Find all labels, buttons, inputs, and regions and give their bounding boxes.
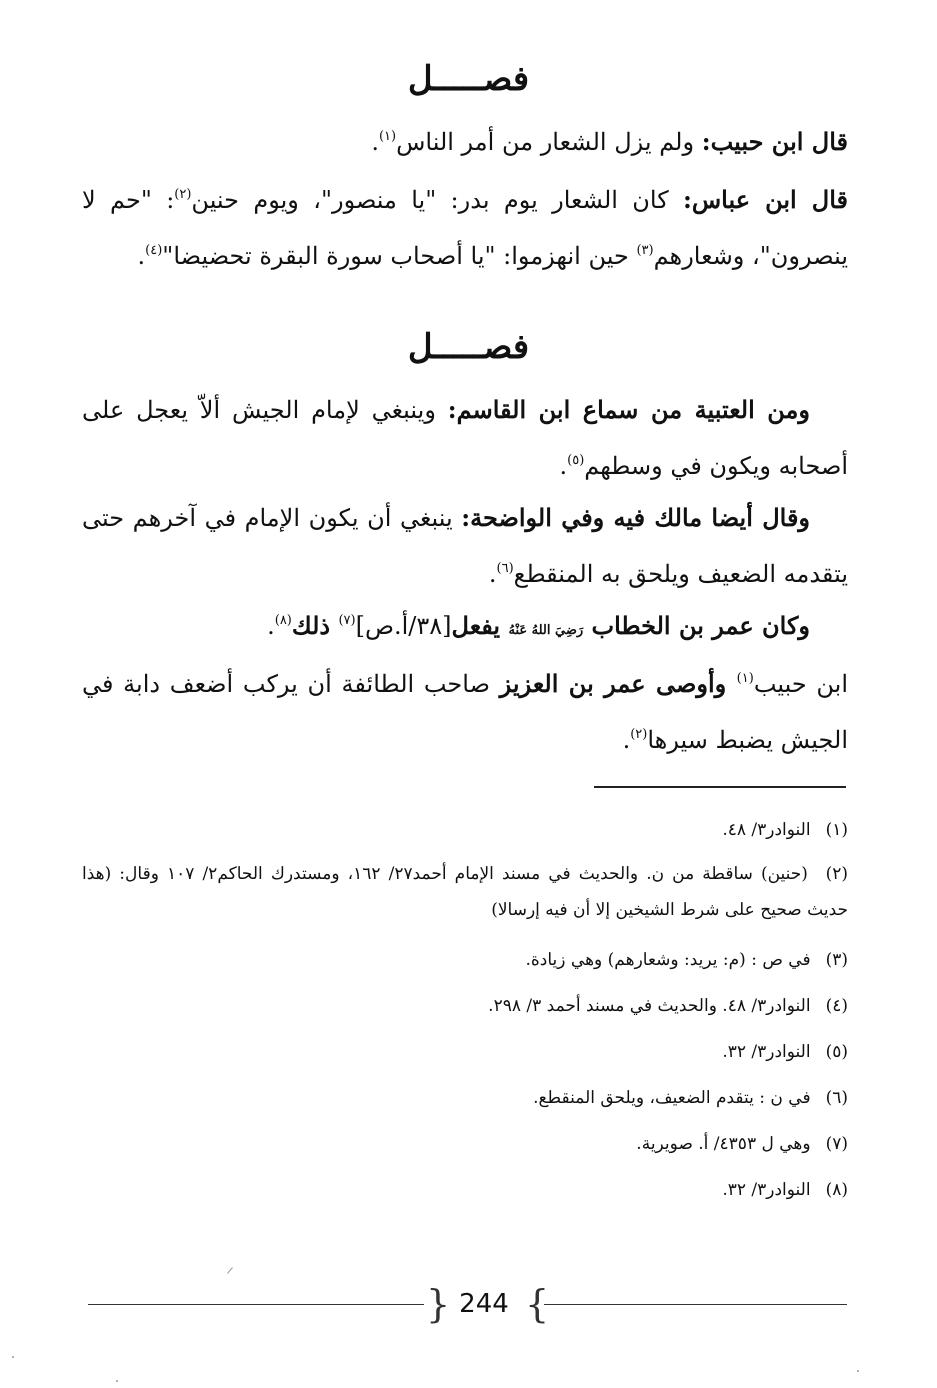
footnote-number: (٢)	[825, 864, 848, 884]
footnote-text: النوادر٣/ ٤٨. والحديث في مسند أحمد ٣/ ٢٩٨.	[488, 996, 811, 1016]
paragraph-end: .	[371, 128, 379, 156]
section-heading-1	[0, 59, 937, 99]
paragraph-text: كان الشعار يوم بدر: "يا منصور"، ويوم حنين	[191, 186, 683, 214]
bold-phrase: وكان عمر بن الخطاب	[583, 611, 810, 640]
footnote-text: في ن : يتقدم الضعيف، ويلحق المنقطع.	[533, 1088, 811, 1108]
paragraph-text: حين انهزموا: "يا أصحاب سورة البقرة تحضيضا"	[162, 242, 637, 270]
manuscript-ref: [٣٨/أ.ص]	[355, 612, 452, 640]
paragraph-utbiyya	[82, 382, 848, 494]
paragraph-text: صاحب الطائفة أن يركب أضعف دابة في الجيش يضبط سيرها	[82, 670, 848, 754]
footnote-ref-3: (٣)	[636, 243, 654, 258]
footnote-text: النوادر٣/ ٣٢.	[722, 1180, 811, 1200]
footnote-text: النوادر٣/ ٤٨.	[722, 820, 811, 840]
footnote-text: وهي ل ٤٣٥٣/ أ. صويرية.	[636, 1134, 811, 1154]
paragraph-end: .	[488, 560, 497, 588]
paragraph-text: ينبغي أن يكون الإمام في آخرهم حتى يتقدمه الضعيف ويلحق به المنقطع	[82, 504, 848, 588]
paragraph-malik	[82, 490, 848, 602]
footnote-text: النوادر٣/ ٣٢.	[722, 1042, 811, 1062]
footnote-item	[82, 812, 848, 848]
footnote-ref-2b: (٢)	[630, 727, 648, 742]
footnote-item	[82, 1126, 848, 1162]
scan-speck	[116, 1380, 118, 1382]
footnote-number: (٤)	[825, 996, 848, 1016]
bold-phrase: وأوصى عمر بن العزيز	[499, 669, 737, 698]
footnote-item	[82, 856, 848, 928]
footnote-item	[82, 1034, 848, 1070]
footer-rule-left	[88, 1304, 424, 1305]
bold-phrase: ومن العتبية من سماع ابن القاسم:	[447, 395, 811, 424]
speaker-ibn-abbas: قال ابن عباس:	[683, 185, 848, 214]
footnote-ref-7: (٧)	[338, 613, 356, 628]
speaker-ibn-habib: قال ابن حبيب:	[701, 127, 848, 156]
footnote-item	[82, 988, 848, 1024]
paragraph-ibn-habib	[82, 114, 848, 170]
footnote-ref-6: (٦)	[496, 561, 514, 576]
footnote-number: (٧)	[825, 1134, 848, 1154]
scan-speck	[12, 1356, 14, 1358]
page-number: 244	[459, 1289, 509, 1319]
section-heading-1-text: فصـــــل	[407, 59, 530, 99]
footnote-number: (٨)	[825, 1180, 848, 1200]
footnote-item	[82, 1080, 848, 1116]
footnote-item	[82, 1172, 848, 1208]
bold-phrase: ذلك	[291, 611, 339, 640]
honorific-glyph: رَضِيَ اللهُ عَنْهُ	[508, 623, 584, 638]
paragraph-umar	[82, 598, 848, 659]
paragraph-ibn-abbas	[82, 172, 848, 284]
footnote-number: (٣)	[825, 950, 848, 970]
paragraph-text: ولم يزل الشعار من أمر الناس	[396, 128, 702, 156]
footnote-ref-1b: (١)	[736, 671, 754, 686]
footnote-item	[82, 942, 848, 978]
paragraph-end: .	[559, 452, 568, 480]
bold-phrase: يفعل	[451, 611, 509, 640]
section-heading-2-text: فصـــــل	[407, 327, 530, 367]
footnote-number: (٥)	[825, 1042, 848, 1062]
footnote-ref-1: (١)	[378, 129, 397, 144]
footer-rule-right	[544, 1304, 847, 1305]
footnote-number: (٦)	[825, 1088, 848, 1108]
footnote-text: في ص : (م: يريد: وشعارهم) وهي زيادة.	[525, 950, 811, 970]
paragraph-end: .	[622, 726, 631, 754]
scan-speck	[227, 1267, 233, 1274]
page-number-bracket-left: {	[426, 1282, 451, 1326]
footnote-separator	[594, 786, 846, 788]
paragraph-umar-abdulaziz	[82, 656, 848, 768]
paragraph-text: وينبغي لإمام الجيش ألاّ يعجل على أصحابه ويكون في وسطهم	[82, 396, 848, 480]
footnote-number: (١)	[825, 820, 848, 840]
scan-speck	[857, 1370, 859, 1372]
footnote-ref-4: (٤)	[145, 243, 163, 258]
paragraph-end: .	[137, 242, 146, 270]
section-heading-2	[0, 327, 937, 367]
paragraph-text: ابن حبيب	[753, 670, 849, 698]
page-number-bracket-right: }	[525, 1282, 550, 1326]
footnote-text: (حنين) ساقطة من ن. والحديث في مسند الإمام أحمد٢٧/ ١٦٢، ومستدرك الحاكم٢/ ١٠٧ وقال: (هذا حديث صحيح على شرط الشيخين إلا أن فيه إرسالا)	[82, 864, 848, 920]
paragraph-text: : "حم لا ينصرون"، وشعارهم	[82, 186, 848, 270]
paragraph-end: .	[267, 612, 275, 640]
footnote-ref-2: (٢)	[174, 187, 192, 202]
footnote-ref-5: (٥)	[567, 453, 585, 468]
footnote-ref-8: (٨)	[274, 613, 292, 628]
bold-phrase: وقال أيضا مالك فيه وفي الواضحة:	[461, 503, 811, 532]
